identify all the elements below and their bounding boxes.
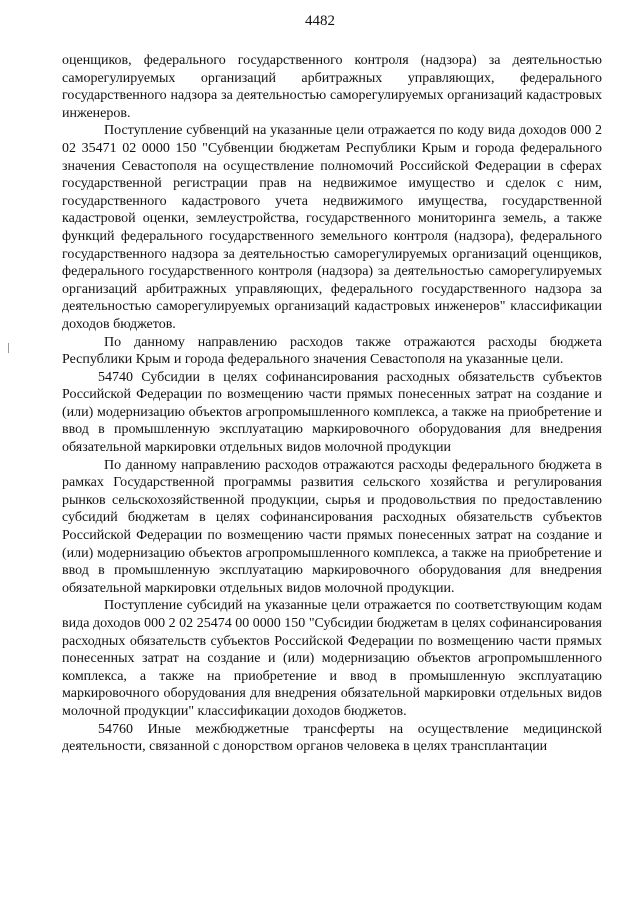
paragraph-federal-expenses: По данному направлению расходов отражаются расходы федерального бюджета в рамках Государственной программы развития сельского хозяйства и регулирования рынков сельскохозяйственной продукции, сырья и продовольствия по предоставлению субсидий бюджетам в целях софинансирования расходных обязательств субъектов Российской Федерации по возмещению части прямых понесенных затрат на создание и (или) модернизацию объектов агропромышленного комплекса, а также на приобретение и ввод в промышленную эксплуатацию маркировочного оборудования для внедрения обязательной маркировки отдельных видов молочной продукции.: [62, 457, 602, 596]
paragraph-continuation: оценщиков, федерального государственного контроля (надзора) за деятельностью саморегулируемых организаций арбитражных управляющих, федерального государственного надзора за деятельностью саморегулируемых организаций кадастровых инженеров.: [62, 53, 602, 121]
document-body: [62, 52, 602, 756]
paragraph-crimea-expenses: По данному направлению расходов также отражаются расходы бюджета Республики Крым и города федерального значения Севастополя на указанные цели.: [62, 334, 602, 368]
paragraph-code-54760: 54760 Иные межбюджетные трансферты на осуществление медицинской деятельности, связанной с донорством органов человека в целях трансплантации: [62, 721, 602, 755]
scan-margin-mark: [8, 343, 9, 353]
paragraph-subsidy-income: Поступление субсидий на указанные цели отражается по соответствующим кодам вида доходов 000 2 02 25474 00 0000 150 "Субсидии бюджетам в целях софинансирования расходных обязательств субъектов Российской Федерации по возмещению части прямых понесенных затрат на создание и (или) модернизацию объектов агропромышленного комплекса, а также на приобретение и ввод в промышленную эксплуатацию маркировочного оборудования для внедрения обязательной маркировки отдельных видов молочной продукции" классификации доходов бюджетов.: [62, 598, 602, 719]
page-number: 4482: [305, 13, 335, 29]
paragraph-code-54740: 54740 Субсидии в целях софинансирования расходных обязательств субъектов Российской Федерации по возмещению части прямых понесенных затрат на создание и (или) модернизацию объектов агропромышленного комплекса, а также на приобретение и ввод в промышленную эксплуатацию маркировочного оборудования для внедрения обязательной маркировки отдельных видов молочной продукции: [62, 369, 602, 456]
paragraph-subvention-income: Поступление субвенций на указанные цели отражается по коду вида доходов 000 2 02 35471 02 0000 150 "Субвенции бюджетам Республики Крым и города федерального значения Севастополя на осуществление полномочий Российской Федерации в сферах государственной регистрации прав на недвижимое имущество и сделок с ним, государственного кадастрового учета недвижимого имущества, государственной кадастровой оценки, землеустройства, государственного мониторинга земель, а также функций федерального государственного земельного контроля (надзора), федерального государственного надзора за деятельностью саморегулируемых организаций оценщиков, федерального государственного контроля (надзора) за деятельностью саморегулируемых организаций арбитражных управляющих, федерального государственного надзора за деятельностью саморегулируемых организаций кадастровых инженеров" классификации доходов бюджетов.: [62, 123, 602, 332]
